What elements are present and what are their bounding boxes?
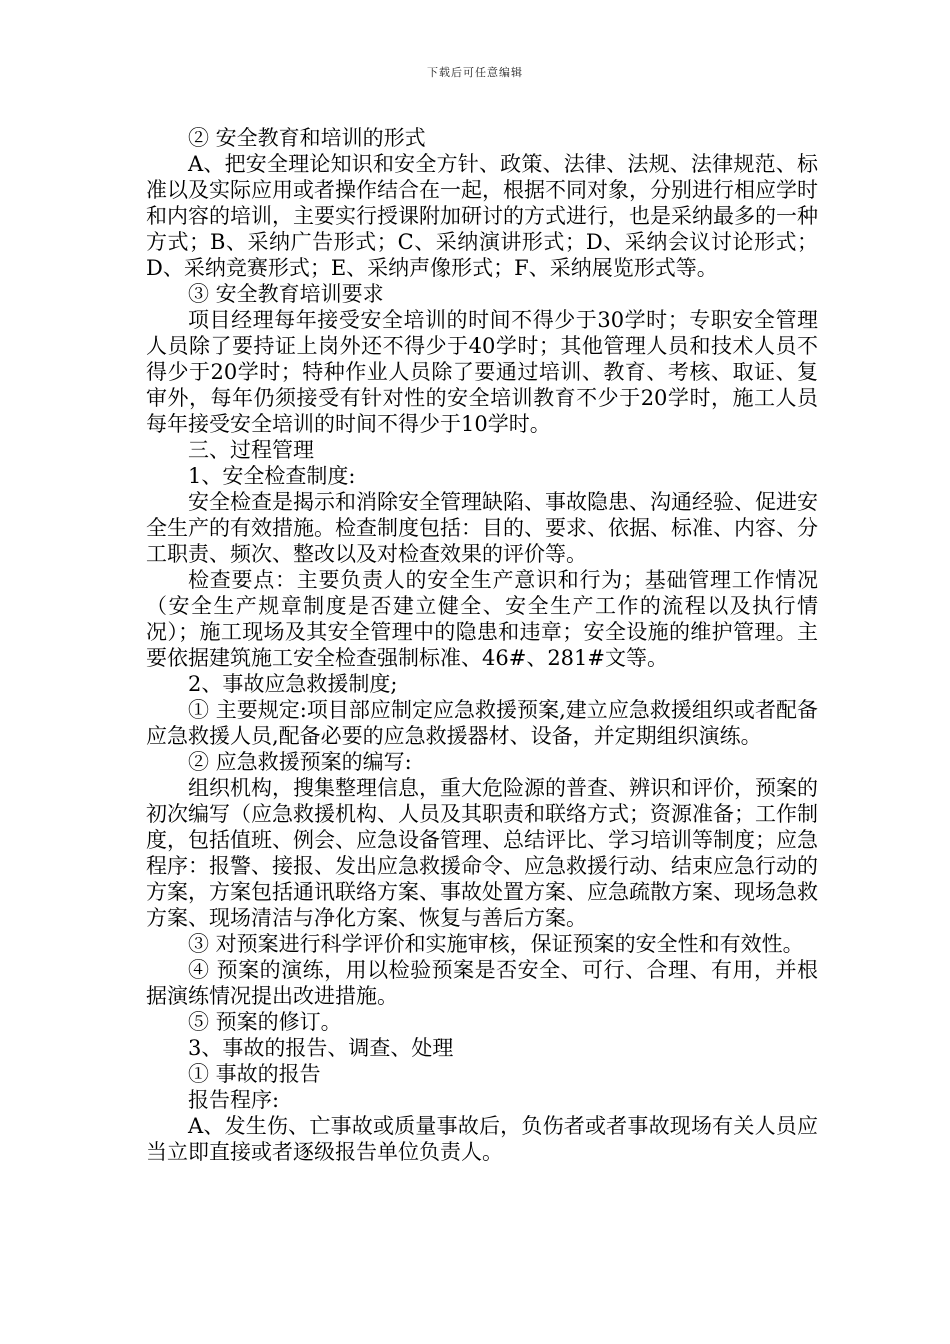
- subheading-reporting: ① 事故的报告: [188, 1062, 321, 1086]
- paragraph-main-provisions: ① 主要规定:项目部应制定应急救援预案,建立应急救援组织或者配备应急救援人员,配备必要的应急救援器材、设备，并定期组织演练。: [146, 698, 818, 748]
- paragraph-plan-writing: 组织机构，搜集整理信息，重大危险源的普查、辨识和评价，预案的初次编写（应急救援机构、人员及其职责和联络方式；资源准备；工作制度，包括值班、例会、应急设备管理、总结评比、学习培训等制度；应急程序：报警、接报、发出应急救援命令、应急救援行动、结束应急行动的方案，方案包括通讯联络方案、事故处置方案、应急疏散方案、现场急救方案、现场清洁与净化方案、恢复与善后方案。: [146, 776, 818, 930]
- subheading-training-requirements: ③ 安全教育培训要求: [188, 282, 384, 306]
- subheading-safety-inspection: 1、安全检查制度:: [188, 464, 356, 488]
- paragraph-inspection-points: 检查要点：主要负责人的安全生产意识和行为；基础管理工作情况（安全生产规章制度是否建立健全、安全生产工作的流程以及执行情况）；施工现场及其安全管理中的隐患和违章；安全设施的维护管理。主要依据建筑施工安全检查强制标准、46#、281#文等。: [146, 568, 818, 670]
- paragraph-plan-revision: ⑤ 预案的修订。: [188, 1010, 342, 1034]
- paragraph-training-form: A、把安全理论知识和安全方针、政策、法律、法规、法律规范、标准以及实际应用或者操作结合在一起，根据不同对象，分别进行相应学时和内容的培训，主要实行授课附加研讨的方式进行，也是采纳最多的一种方式；B、采纳广告形式；C、采纳演讲形式；D、采纳会议讨论形式；D、采纳竞赛形式；E、采纳声像形式；F、采纳展览形式等。: [146, 152, 818, 280]
- paragraph-reporting-procedure: A、发生伤、亡事故或质量事故后，负伤者或者事故现场有关人员应当立即直接或者逐级报告单位负责人。: [146, 1114, 818, 1164]
- subheading-emergency-rescue: 2、事故应急救援制度;: [188, 672, 398, 696]
- subheading-training-form: ② 安全教育和培训的形式: [188, 126, 426, 150]
- paragraph-plan-evaluation: ③ 对预案进行科学评价和实施审核，保证预案的安全性和有效性。: [188, 932, 804, 956]
- paragraph-training-requirements: 项目经理每年接受安全培训的时间不得少于30学时；专职安全管理人员除了要持证上岗外还不得少于40学时；其他管理人员和技术人员不得少于20学时；特种作业人员除了要通过培训、教育、考核、取证、复审外，每年仍须接受有针对性的安全培训教育不少于20学时，施工人员每年接受安全培训的时间不得少于10学时。: [146, 308, 818, 436]
- subheading-accident-report: 3、事故的报告、调查、处理: [188, 1036, 454, 1060]
- paragraph-plan-drill: ④ 预案的演练，用以检验预案是否安全、可行、合理、有用，并根据演练情况提出改进措施。: [146, 958, 818, 1008]
- subheading-reporting-procedure: 报告程序:: [188, 1088, 280, 1112]
- page-header: 下载后可任意编辑: [427, 66, 523, 79]
- section-heading-process-management: 三、过程管理: [188, 438, 314, 462]
- subheading-plan-writing: ② 应急救援预案的编写:: [188, 750, 412, 774]
- document-body: [146, 125, 818, 1165]
- paragraph-safety-inspection: 安全检查是揭示和消除安全管理缺陷、事故隐患、沟通经验、促进安全生产的有效措施。检查制度包括：目的、要求、依据、标准、内容、分工职责、频次、整改以及对检查效果的评价等。: [146, 490, 818, 566]
